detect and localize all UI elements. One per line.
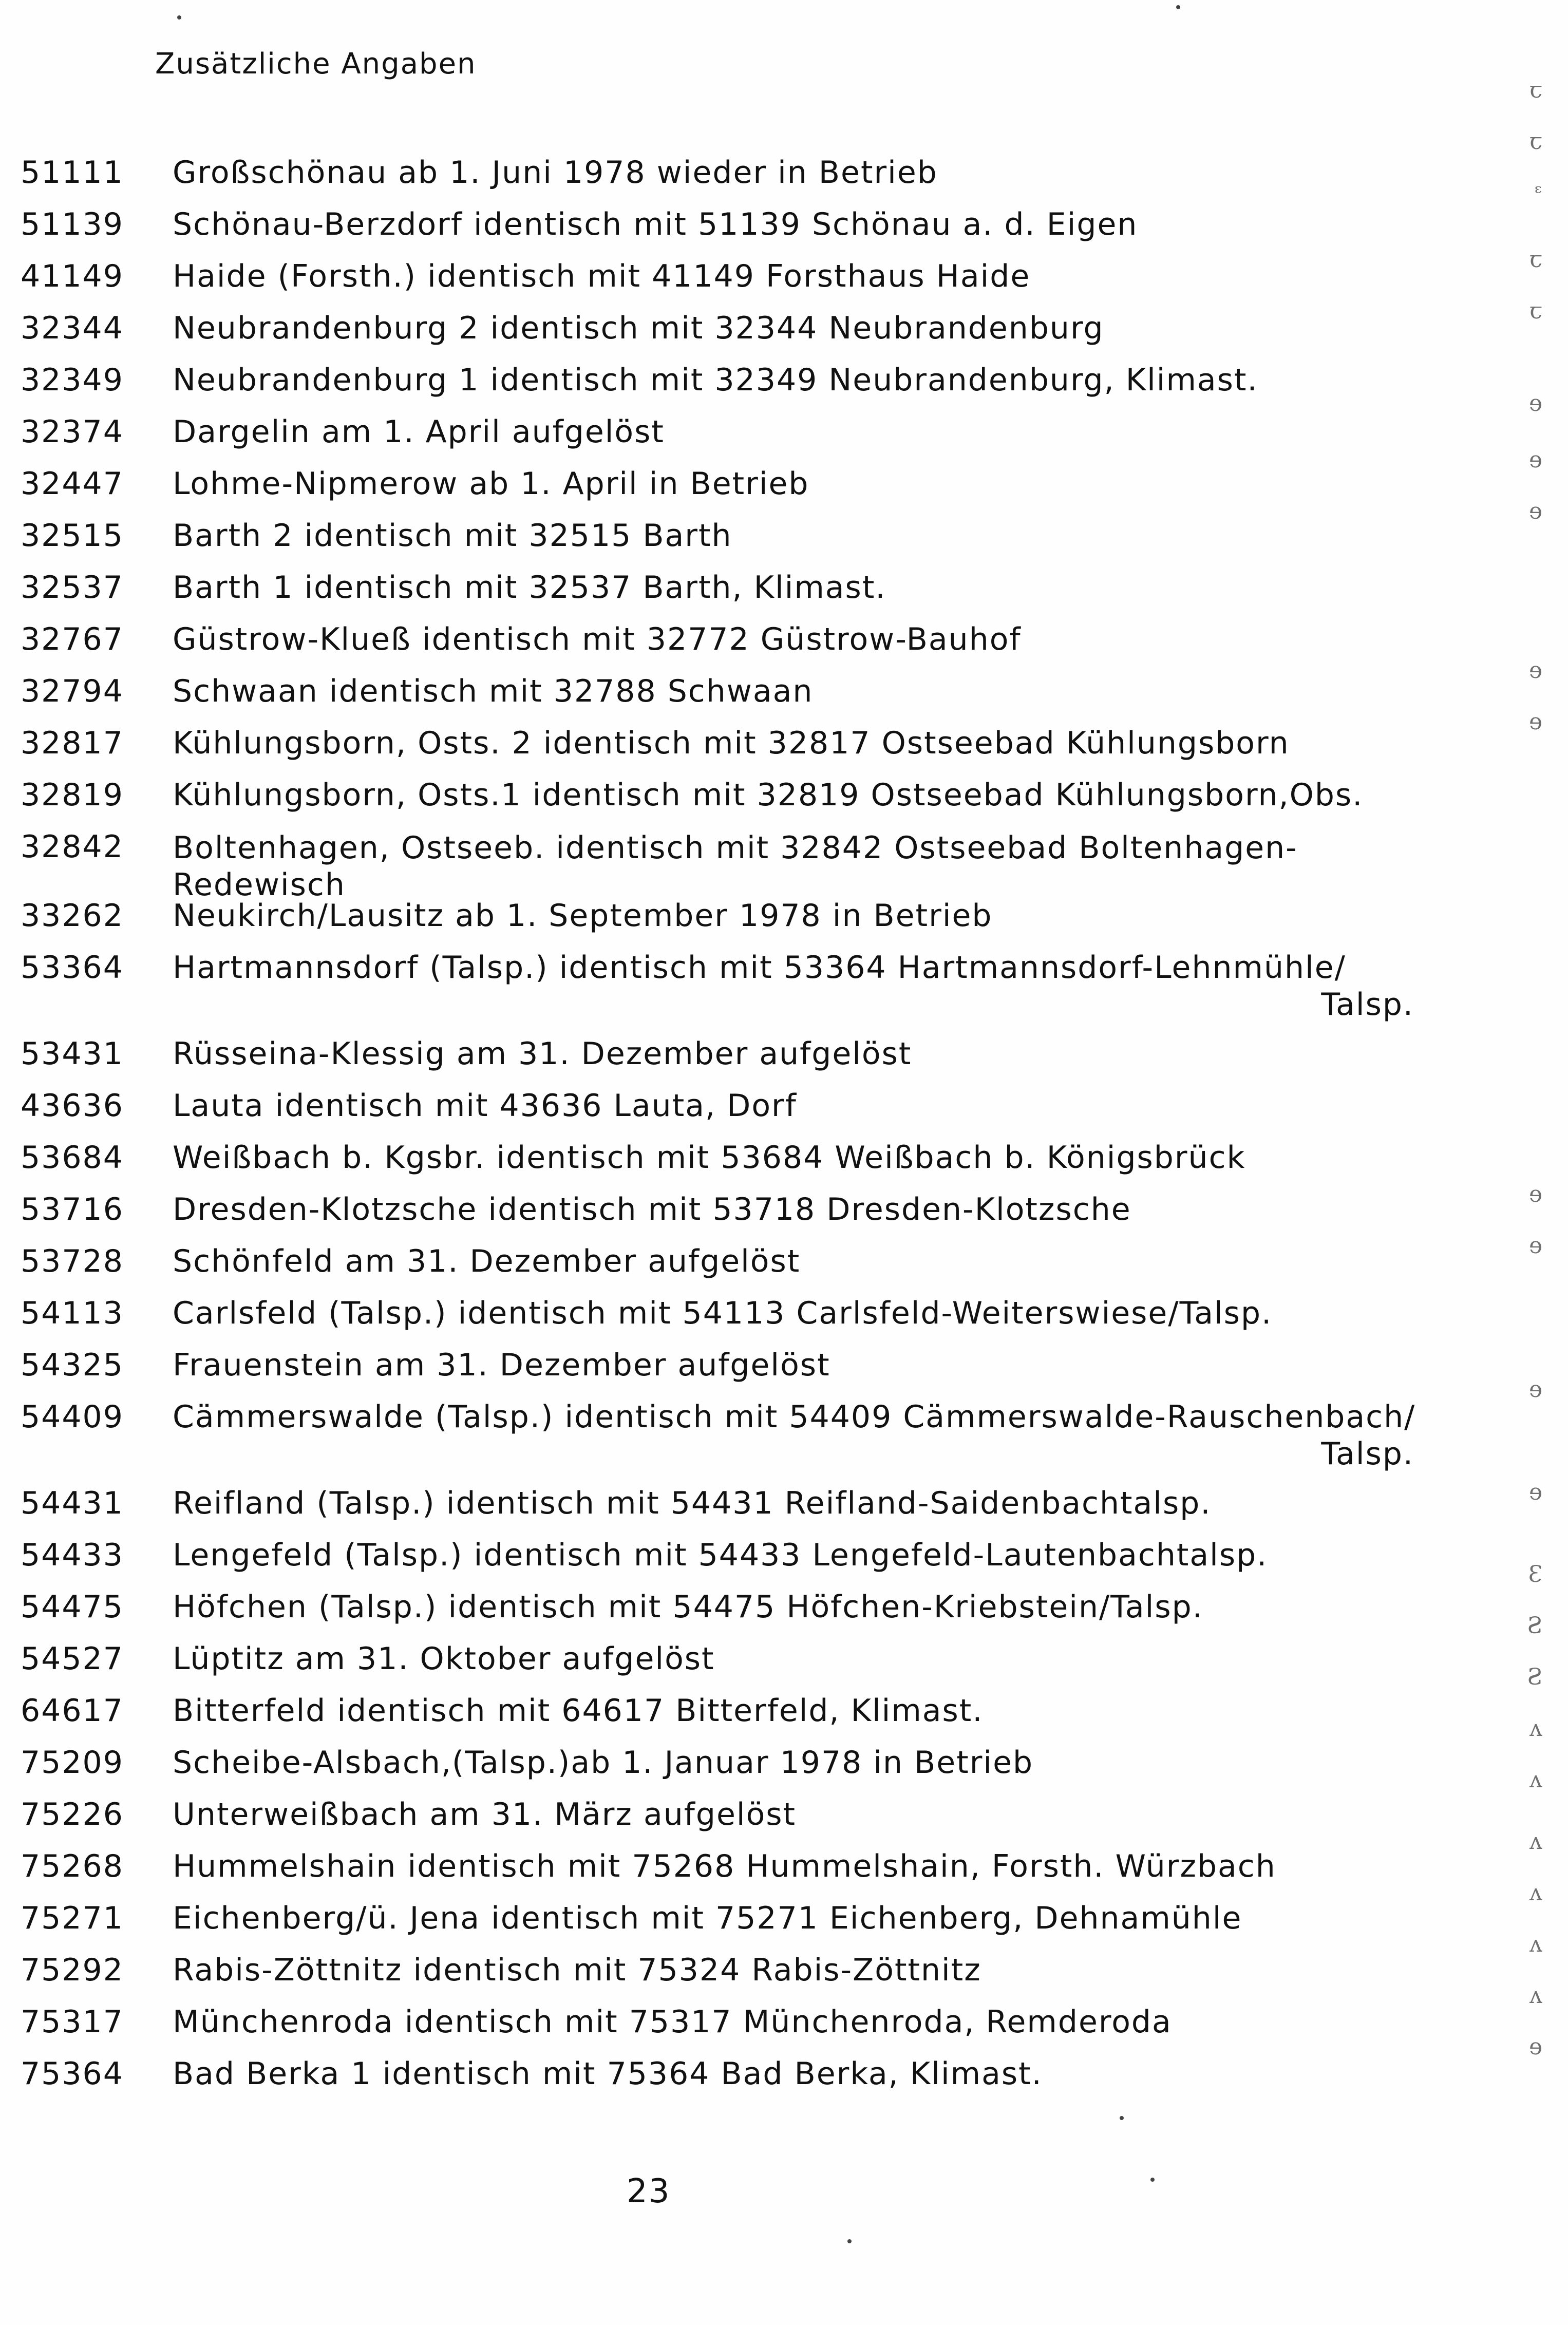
station-note <box>173 622 1022 657</box>
station-entry <box>0 1030 1568 1082</box>
station-note-line: Redewisch <box>173 867 346 903</box>
station-entry <box>0 616 1568 668</box>
station-code: 53728 <box>21 1243 124 1279</box>
station-code: 75268 <box>21 1848 124 1884</box>
margin-mark: ɘ <box>1528 1479 1542 1505</box>
station-note-line: Neubrandenburg 1 identisch mit 32349 Neubrandenburg, Klimast. <box>173 362 1258 398</box>
station-code: 32344 <box>21 310 124 346</box>
station-note-line: Bitterfeld identisch mit 64617 Bitterfeld, Klimast. <box>173 1693 984 1729</box>
station-note-line: Dresden-Klotzsche identisch mit 53718 Dresden-Klotzsche <box>173 1192 1131 1227</box>
station-note-continuation: Talsp. <box>1321 1436 1414 1472</box>
page-heading: Zusätzliche Angaben <box>155 47 477 81</box>
station-code: 32374 <box>21 414 124 450</box>
station-note <box>173 1400 1415 1434</box>
station-code: 51139 <box>21 206 124 242</box>
margin-mark: ɘ <box>1528 2034 1542 2060</box>
station-note <box>173 1036 912 1071</box>
station-note-line: Güstrow-Klueß identisch mit 32772 Güstrow-Bauhof <box>173 621 1022 657</box>
station-entry <box>0 771 1568 823</box>
station-code: 75317 <box>21 2004 124 2040</box>
station-code: 75226 <box>21 1797 124 1832</box>
station-note-line: Carlsfeld (Talsp.) identisch mit 54113 Carlsfeld-Weiterswiese/Talsp. <box>173 1295 1273 1331</box>
station-note-line: Hummelshain identisch mit 75268 Hummelshain, Forsth. Würzbach <box>173 1848 1276 1884</box>
station-code: 54113 <box>21 1295 124 1331</box>
station-note-line: Unterweißbach am 31. März aufgelöst <box>173 1797 797 1832</box>
station-code: 41149 <box>21 258 124 294</box>
station-entry <box>0 2050 1568 2102</box>
station-entry <box>0 253 1568 305</box>
station-code: 32515 <box>21 518 124 554</box>
station-entry <box>0 1532 1568 1583</box>
margin-mark: ɘ <box>1528 390 1542 417</box>
station-code: 33262 <box>21 898 124 934</box>
station-note <box>173 1745 1033 1780</box>
station-code: 75271 <box>21 1900 124 1936</box>
station-code: 53431 <box>21 1036 124 1072</box>
station-code: 75209 <box>21 1745 124 1781</box>
station-note <box>173 311 1104 346</box>
station-code: 75364 <box>21 2056 124 2092</box>
station-note-line: Großschönau ab 1. Juni 1978 wieder in Betrieb <box>173 155 938 191</box>
station-code: 32767 <box>21 621 124 657</box>
station-note-line: Kühlungsborn, Osts. 2 identisch mit 32817 Ostseebad Kühlungsborn <box>173 725 1290 761</box>
station-code: 53684 <box>21 1140 124 1176</box>
margin-mark: ᴧ <box>1529 1828 1542 1855</box>
station-note <box>173 518 732 553</box>
station-note-line: Boltenhagen, Ostseeb. identisch mit 32842 Ostseebad Boltenhagen- <box>173 830 1298 866</box>
station-entry <box>0 149 1568 201</box>
station-note <box>173 466 809 501</box>
margin-mark: ɘ <box>1528 1233 1542 1259</box>
scan-speck <box>847 2239 852 2243</box>
margin-mark: Ɛ <box>1528 1561 1542 1587</box>
station-note <box>173 1348 830 1383</box>
station-code: 32819 <box>21 777 124 813</box>
station-note-line: Eichenberg/ü. Jena identisch mit 75271 Eichenberg, Dehnamühle <box>173 1900 1242 1936</box>
margin-mark: Ƨ <box>1526 1613 1542 1639</box>
scan-speck <box>1120 2116 1124 2120</box>
station-code: 32349 <box>21 362 124 398</box>
station-change-list <box>0 149 1568 2102</box>
station-entry <box>0 408 1568 460</box>
margin-mark: ɘ <box>1528 657 1542 684</box>
station-note-line: Hartmannsdorf (Talsp.) identisch mit 53364 Hartmannsdorf-Lehnmühle/ <box>173 950 1346 986</box>
station-note-line: Reifland (Talsp.) identisch mit 54431 Reifland-Saidenbachtalsp. <box>173 1485 1212 1521</box>
station-note-line: Bad Berka 1 identisch mit 75364 Bad Berka, Klimast. <box>173 2056 1043 2092</box>
station-note <box>173 674 813 709</box>
margin-mark: ɘ <box>1528 1181 1542 1207</box>
margin-mark: ᵋ <box>1535 180 1542 206</box>
margin-mark: ᴧ <box>1529 1715 1542 1742</box>
station-note-line: Weißbach b. Kgsbr. identisch mit 53684 Weißbach b. Königsbrück <box>173 1140 1246 1176</box>
station-note <box>173 363 1258 398</box>
margin-mark: ɘ <box>1528 709 1542 735</box>
station-note <box>173 898 993 933</box>
station-entry <box>0 1739 1568 1791</box>
station-entry <box>0 512 1568 564</box>
station-entry <box>0 1082 1568 1134</box>
station-note <box>173 207 1138 242</box>
margin-mark: ᴧ <box>1529 1767 1542 1793</box>
station-entry <box>0 1946 1568 1998</box>
station-note <box>173 1140 1245 1175</box>
station-note <box>173 1296 1272 1331</box>
margin-mark: ꞇ <box>1529 247 1542 273</box>
station-note-line: Rabis-Zöttnitz identisch mit 75324 Rabis-Zöttnitz <box>173 1952 981 1988</box>
margin-mark: ꞇ <box>1529 298 1542 324</box>
station-note <box>173 1953 981 1988</box>
station-code: 53716 <box>21 1192 124 1227</box>
station-note <box>173 1192 1131 1227</box>
station-note <box>173 1901 1242 1936</box>
station-note-line: Schwaan identisch mit 32788 Schwaan <box>173 673 814 709</box>
station-note-continuation: Talsp. <box>1321 987 1414 1023</box>
station-note <box>173 1641 715 1676</box>
station-entry <box>0 1843 1568 1895</box>
station-note <box>173 1797 796 1832</box>
station-code: 54431 <box>21 1485 124 1521</box>
station-entry <box>0 892 1568 944</box>
station-note-line: Lauta identisch mit 43636 Lauta, Dorf <box>173 1088 797 1124</box>
station-note <box>173 778 1363 812</box>
station-code: 32817 <box>21 725 124 761</box>
station-note-line: Haide (Forsth.) identisch mit 41149 Forsthaus Haide <box>173 258 1031 294</box>
station-entry <box>0 1290 1568 1341</box>
station-code: 64617 <box>21 1693 124 1729</box>
station-note-line: Cämmerswalde (Talsp.) identisch mit 54409 Cämmerswalde-Rauschenbach/ <box>173 1399 1416 1435</box>
station-note-line: Neubrandenburg 2 identisch mit 32344 Neubrandenburg <box>173 310 1104 346</box>
station-note-line: Scheibe-Alsbach,(Talsp.)ab 1. Januar 1978 in Betrieb <box>173 1745 1034 1781</box>
station-note <box>173 259 1030 294</box>
station-note-line: Dargelin am 1. April aufgelöst <box>173 414 665 450</box>
station-entry <box>0 720 1568 771</box>
station-code: 32447 <box>21 466 124 502</box>
station-entry <box>0 460 1568 512</box>
margin-mark: ɘ <box>1528 447 1542 473</box>
station-code: 53364 <box>21 950 124 986</box>
station-code: 54325 <box>21 1347 124 1383</box>
station-entry <box>0 1998 1568 2050</box>
station-note <box>173 1538 1268 1573</box>
station-note-line: Lohme-Nipmerow ab 1. April in Betrieb <box>173 466 809 502</box>
station-entry <box>0 1341 1568 1393</box>
station-code: 32842 <box>21 829 124 865</box>
station-note <box>173 1088 797 1123</box>
station-note-line: Kühlungsborn, Osts.1 identisch mit 32819 Ostseebad Kühlungsborn,Obs. <box>173 777 1364 813</box>
station-entry <box>0 564 1568 616</box>
station-note <box>173 950 1346 985</box>
margin-mark: ꞇ <box>1529 77 1542 103</box>
station-entry <box>0 305 1568 356</box>
station-note <box>173 1693 983 1728</box>
page-number: 23 <box>627 2172 671 2210</box>
station-note-line: Neukirch/Lausitz ab 1. September 1978 in Betrieb <box>173 898 993 934</box>
station-entry <box>0 823 1568 903</box>
station-entry <box>0 668 1568 720</box>
bleed-through-margin <box>1496 72 1558 2126</box>
station-entry <box>0 1393 1568 1480</box>
station-note <box>173 726 1290 761</box>
station-code: 51111 <box>21 155 124 191</box>
station-note <box>173 1849 1276 1884</box>
station-code: 54527 <box>21 1641 124 1677</box>
station-entry <box>0 1687 1568 1739</box>
station-note-line: Barth 2 identisch mit 32515 Barth <box>173 518 732 554</box>
station-entry <box>0 944 1568 1030</box>
station-note-line: Lengefeld (Talsp.) identisch mit 54433 Lengefeld-Lautenbachtalsp. <box>173 1537 1268 1573</box>
margin-mark: Ƨ <box>1526 1664 1542 1690</box>
station-code: 54409 <box>21 1399 124 1435</box>
margin-mark: ᴧ <box>1529 1931 1542 1957</box>
station-note <box>173 1244 800 1279</box>
margin-mark: ɘ <box>1528 498 1542 524</box>
scan-speck <box>177 15 181 20</box>
margin-mark: ꞇ <box>1529 128 1542 155</box>
station-note <box>173 414 665 449</box>
station-entry <box>0 1583 1568 1635</box>
station-entry <box>0 1480 1568 1532</box>
station-code: 54475 <box>21 1589 124 1625</box>
station-note-line: Rüsseina-Klessig am 31. Dezember aufgelöst <box>173 1036 912 1072</box>
margin-mark: ᴧ <box>1529 1880 1542 1906</box>
station-note <box>173 155 938 190</box>
station-code: 32537 <box>21 570 124 606</box>
station-code: 54433 <box>21 1537 124 1573</box>
station-entry <box>0 1238 1568 1290</box>
station-note-line: Münchenroda identisch mit 75317 Münchenroda, Remderoda <box>173 2004 1172 2040</box>
station-note <box>173 2056 1043 2091</box>
station-code: 32794 <box>21 673 124 709</box>
station-entry <box>0 1186 1568 1238</box>
station-entry <box>0 1635 1568 1687</box>
station-code: 43636 <box>21 1088 124 1124</box>
station-note <box>173 1590 1203 1624</box>
station-note-line: Schönfeld am 31. Dezember aufgelöst <box>173 1243 801 1279</box>
scan-speck <box>1176 5 1180 9</box>
station-note <box>173 2005 1172 2039</box>
station-entry <box>0 1791 1568 1843</box>
scan-speck <box>1150 2178 1155 2182</box>
station-note-line: Schönau-Berzdorf identisch mit 51139 Schönau a. d. Eigen <box>173 206 1138 242</box>
margin-mark: ɘ <box>1528 1376 1542 1403</box>
station-entry <box>0 1134 1568 1186</box>
station-note-line: Lüptitz am 31. Oktober aufgelöst <box>173 1641 715 1677</box>
station-entry <box>0 201 1568 253</box>
station-code: 75292 <box>21 1952 124 1988</box>
station-note-line: Barth 1 identisch mit 32537 Barth, Klimast. <box>173 570 886 606</box>
station-note <box>173 570 886 605</box>
station-entry <box>0 356 1568 408</box>
station-note <box>173 1486 1211 1521</box>
margin-mark: ᴧ <box>1529 1982 1542 2009</box>
station-entry <box>0 1895 1568 1946</box>
station-note-line: Höfchen (Talsp.) identisch mit 54475 Höfchen-Kriebstein/Talsp. <box>173 1589 1203 1625</box>
station-note-line: Frauenstein am 31. Dezember aufgelöst <box>173 1347 830 1383</box>
